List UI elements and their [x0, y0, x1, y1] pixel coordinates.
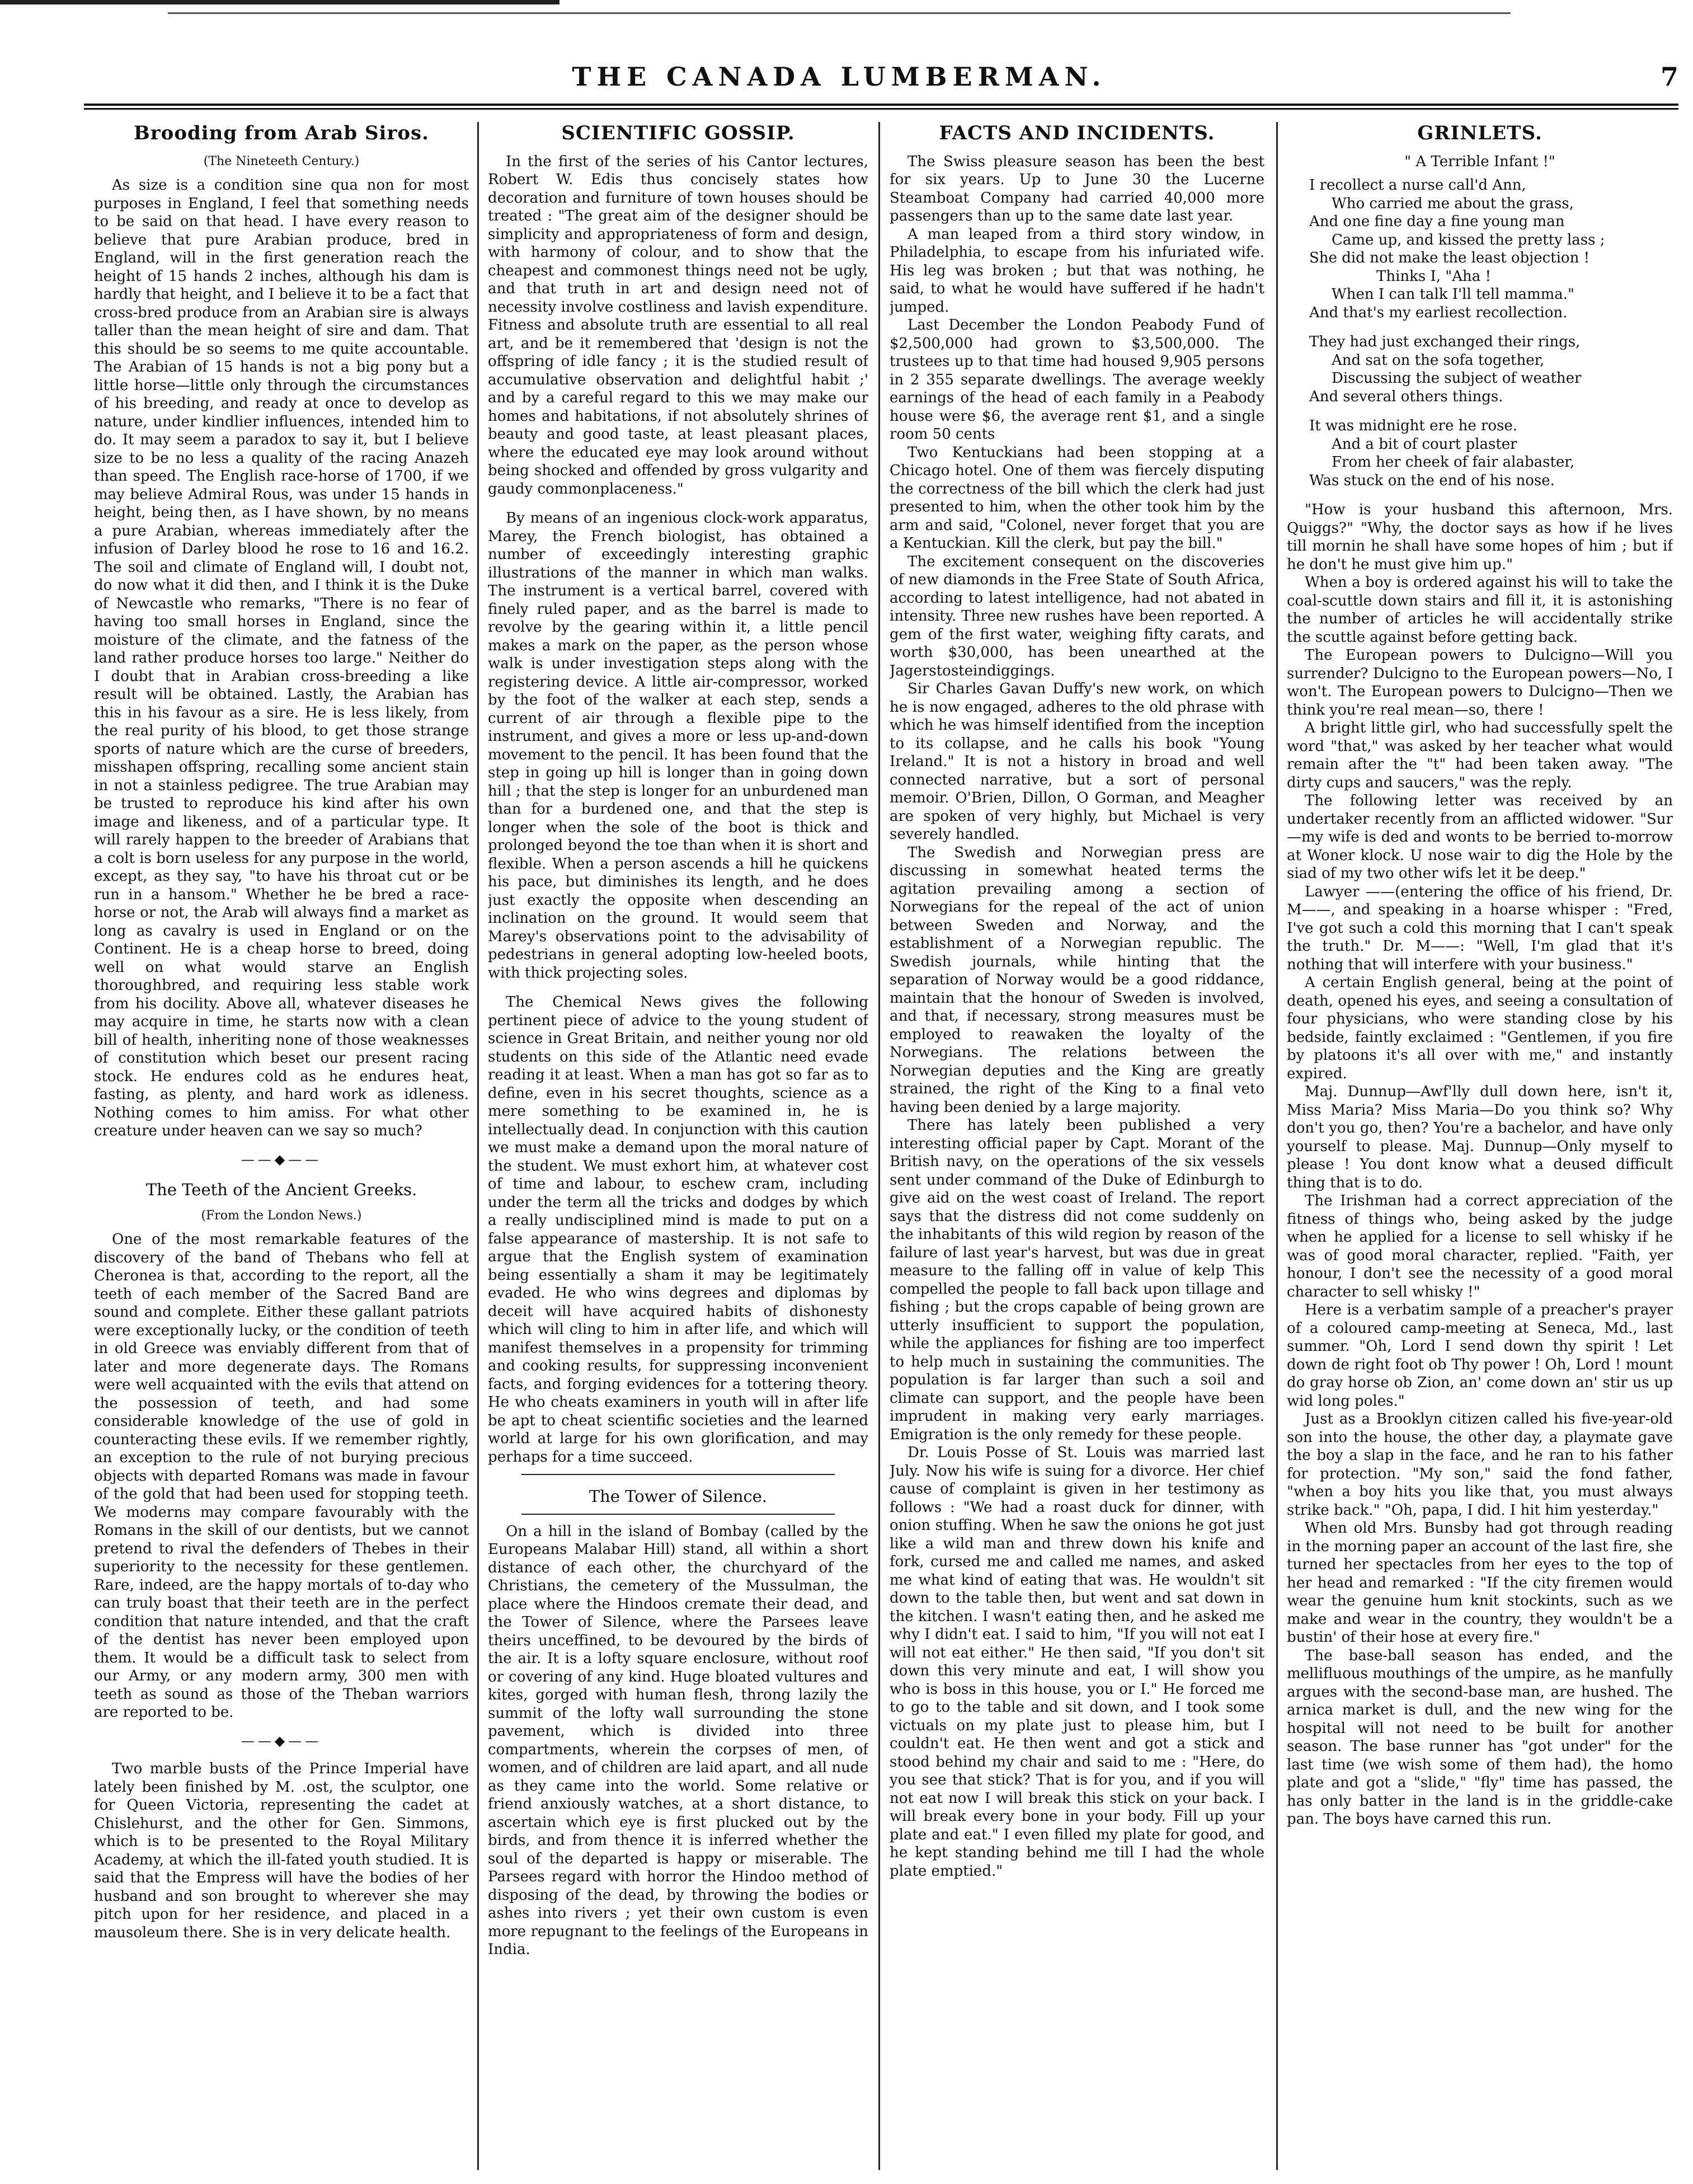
article-paragraph: Just as a Brooklyn citizen called his five-year-old son into the house, the other day, a playmate gave the boy a slap in the face, and he ran to his father for protection. "My son," said the fond father, "when a boy hits you like that, you must always strike back." "Oh, papa, I did. I hit him yesterday." — [1287, 1411, 1673, 1519]
article-paragraph: A certain English general, being at the point of death, opened his eyes, and seeing a consultation of four physicians, who were standing close by his bedside, faintly exclaimed : "Gentlemen, if you fire by platoons it's all over with me," and instantly expired. — [1287, 974, 1673, 1082]
masthead — [84, 62, 1678, 95]
poem-line: From her cheek of fair alabaster, — [1332, 454, 1575, 471]
article-heading: The Teeth of the Ancient Greeks. — [145, 1180, 417, 1199]
article-paragraph: The Swedish and Norwegian press are discussing in somewhat heated terms the agitation prevailing among a section of Norwegians for the repeal of the act of union between Sweden and Norway, and the establishment of a Norwegian republic. The Swedish journals, while hinting that the separation of Norway would be a good riddance, maintain that the honour of Sweden is involved, and that, if necessary, strong measures must be employed to reawaken the loyalty of the Norwegians. The relations between the Norwegian deputies and the King are greatly strained, the right of the King to a final veto having been denied by a large majority. — [890, 844, 1264, 1116]
section-ornament: ——◆—— — [241, 1151, 322, 1167]
poem-line: Came up, and kissed the pretty lass ; — [1332, 231, 1605, 248]
article-paragraph: A bright little girl, who had successfully spelt the word "that," was asked by her teacher what would remain after the "t" had been taken away. "The dirty cups and saucers," was the reply. — [1287, 720, 1673, 791]
poem-line: Thinks I, "Aha ! — [1376, 267, 1492, 285]
column-divider — [878, 122, 880, 2170]
article-paragraph: By means of an ingenious clock-work apparatus, Marey, the French biologist, has obtained a number of exceedingly interesting graphic illustrations of the manner in which man walks. The instrument is a vertical barrel, covered with finely ruled paper, and as the barrel is made to revolve by the gearing within it, a little pencil makes a mark on the paper, as the person whose walk is under investigation steps along with the registering device. A little air-compressor, worked by the foot of the walker at each step, sends a current of air through a flexible pipe to the instrument, and gives a more or less up-and-down movement to the pencil. It has been found that the step in going up hill is longer than in going down hill ; that the step is longer for an unburdened man than for a burdened one, and that the step is longer when the sole of the boot is thick and prolonged beyond the toe than when it is short and flexible. When a person ascends a hill he quickens his pace, but diminishes its length, and he does just exactly the opposite when descending an inclination on the ground. It would seem that Marey's observations point to the advisability of pedestrians in general adopting low-heeled boots, with thick projecting soles. — [488, 510, 868, 981]
article-paragraph: The Swiss pleasure season has been the best for six years. Up to June 30 the Lucerne Steamboat Company had carried 40,000 more passengers than up to the same date last year. — [890, 153, 1264, 224]
section-rule — [521, 1474, 835, 1475]
article-heading: GRINLETS. — [1417, 124, 1542, 144]
poem-stanza — [1309, 333, 1673, 406]
article-heading: SCIENTIFIC GOSSIP. — [561, 124, 795, 144]
section-rule — [521, 1514, 835, 1515]
article-paragraph: The excitement consequent on the discoveries of new diamonds in the Free State of South Africa, according to latest intelligence, had not abated in intensity. Three new rushes have been reported. A gem of the first water, weighing fifty carats, and worth $30,000, has been unearthed at the Jagerstosteindiggings. — [890, 553, 1264, 679]
poem-stanza — [1309, 176, 1673, 322]
column-3 — [890, 124, 1264, 2167]
masthead-rule-bottom — [84, 108, 1678, 110]
article-paragraph: The European powers to Dulcigno—Will you surrender? Dulcigno to the European powers—No, I won't. The European powers to Dulcigno—Then we think you're real mean—so, there ! — [1287, 647, 1673, 718]
article-paragraph: The Chemical News gives the following pertinent piece of advice to the young student of science in Great Britain, and neither young nor old students on this side of the Atlantic need evade reading it at least. When a man has got so far as to define, even in his secret thoughts, science as a mere something to be examined in, he is intellectually dead. In conjunction with this caution we must make a demand upon the moral nature of the student. We must exhort him, at whatever cost of time and labour, to eschew cram, including under the term all the tricks and dodges by which a really undisciplined mind is made to put on a false appearance of mastership. It is not safe to argue that the English system of examination being essentially a sham it may be legitimately evaded. He who wins degrees and diplomas by deceit will have acquired habits of dishonesty which will cling to him in after life, and which will manifest themselves in a propensity for trimming and cooking results, for suppressing inconvenient facts, and forging evidences for a tottering theory. He who cheats examiners in youth will in after life be apt to cheat scientific societies and the learned world at large for his own glorification, and may perhaps for a time succeed. — [488, 994, 868, 1466]
poem-line: When I can talk I'll tell mamma." — [1332, 286, 1574, 303]
poem-line: She did not make the least objection ! — [1309, 250, 1590, 266]
section-ornament: ——◆—— — [241, 1732, 322, 1749]
page-number: 7 — [1660, 62, 1678, 92]
article-paragraph: The Irishman had a correct appreciation of the fitness of things who, being asked by the judge when he applied for a license to sell whisky if he was of good moral character, replied. "Faith, yer honour, I don't see the necessity of a good moral character to sell whisky !" — [1287, 1192, 1673, 1300]
newspaper-title: THE CANADA LUMBERMAN. — [572, 62, 1107, 92]
article-paragraph: When a boy is ordered against his will to take the coal-scuttle down stairs and fill it, it is astonishing the number of articles he will accidentally strike the scuttle against before getting back. — [1287, 574, 1673, 646]
article-paragraph: One of the most remarkable features of the discovery of the band of Thebans who fell at Cheronea is that, according to the report, all the teeth of each member of the Sacred Band are sound and complete. Either these gallant patriots were exceptionally lucky, or the condition of teeth in old Greece was enviably different from that of later and more degenerate days. The Romans were well acquainted with the evils that attend on the possession of teeth, and had some considerable knowledge of the use of gold in counteracting these evils. If we remember rightly, an exception to the rule of not burying precious objects with departed Romans was made in favour of the gold that had been used for stopping teeth. We moderns may compare favourably with the Romans in the skill of our dentists, but we cannot pretend to rival the defenders of Thebes in their superiority to the necessity for these gentlemen. Rare, indeed, are the happy mortals of to-day who can truly boast that their teeth are in the perfect condition that nature intended, and that the craft of the dentist has never been employed upon them. It would be a difficult task to select from our Army, or any modern army, 300 men with teeth as sound as those of the Theban warriors are reported to be. — [94, 1231, 469, 1721]
article-paragraph: The following letter was received by an undertaker recently from an afflicted widower. "Sur—my wife is ded and wonts to be berried to-morrow at Woner klock. U nose wair to dig the Hole by the siad of my two other wifs let it be deep." — [1287, 792, 1673, 882]
poem-line: And sat on the sofa together, — [1332, 351, 1545, 369]
poem-line: Discussing the subject of weather — [1332, 370, 1582, 387]
article-source: (The Nineteeth Century.) — [203, 154, 360, 168]
poem-line: It was midnight ere he rose. — [1309, 417, 1518, 434]
article-heading: The Tower of Silence. — [589, 1487, 768, 1506]
column-2 — [488, 124, 868, 2167]
article-paragraph: As size is a condition sine qua non for most purposes in England, I feel that something needs to be said on that head. I have every reason to believe that pure Arabian produce, bred in England, will in the first generation reach the height of 15 hands 2 inches, although his dam is hardly that height, and I believe it to be a fact that cross-bred produce from an Arabian sire is always taller than the mean height of sire and dam. That this should be so seems to me quite accountable. The Arabian of 15 hands is not a big pony but a little horse—little only through the circumstances of his breeding, and ready at once to develop as nature, under kindlier influences, intended him to do. It may seem a paradox to say it, but I believe size to be no less a quality of the racing Anazeh than speed. The English race-horse of 1700, if we may believe Admiral Rous, was under 15 hands in height, being then, as I have shown, by no means a pure Arabian, whereas immediately after the infusion of Darley blood he rose to 16 and 16.2. The soil and climate of England will, I doubt not, do now what it did then, and I think it is the Duke of Newcastle who remarks, "There is no fear of having too small horses in England, since the moisture of the climate, and the fatness of the land rather produce horses too large." Neither do I doubt that in Arabian cross-breeding a like result will be obtained. Lastly, the Arabian has this in his favour as a sire. He is less likely, from the real purity of his blood, to get those strange sports of nature which are the curse of breeders, misshapen offspring, recalling some ancient stain in not a stainless pedigree. The true Arabian may be trusted to reproduce his kind after his own image and likeness, and of a particular type. It will rarely happen to the breeder of Arabians that a colt is born useless for any purpose in the world, except, as they say, "to have his throat cut or be run in a hansom." Whether he be bred a race-horse or not, the Arab will always find a market as long as cavalry is used in England or on the Continent. He is a cheap horse to breed, doing well on what would starve an English thoroughbred, and requiring less stable work from his docility. Above all, whatever diseases he may acquire in time, he starts now with a clean bill of health, inheriting none of those weaknesses of constitution which beset our present racing stock. He endures cold as he endures heat, fasting, as plenty, and hard work as idleness. Nothing comes to him amiss. For what other creature under heaven can we say so much? — [94, 177, 469, 1139]
article-paragraph: Sir Charles Gavan Duffy's new work, on which he is now engaged, adheres to the old phrase with which he was himself identified from the inception to its collapse, and he calls his book "Young Ireland." It is not a history in broad and well connected narrative, but a sort of personal memoir. O'Brien, Dillon, O Gorman, and Meagher are spoken of very highly, but Michael is very severely handled. — [890, 680, 1264, 843]
poem-line: Was stuck on the end of his nose. — [1309, 472, 1555, 489]
poem-line: They had just exchanged their rings, — [1309, 334, 1581, 350]
poem-line: And that's my earliest recollection. — [1309, 304, 1568, 321]
article-heading: Brooding from Arab Siros. — [133, 124, 430, 144]
article-paragraph: Maj. Dunnup—Awf'lly dull down here, isn't it, Miss Maria? Miss Maria—Do you think so? Why don't you go, then? You're a bachelor, and have only yourself to please. Maj. Dunnup—Only myself to please ! You dont know what a deused difficult thing that is to do. — [1287, 1083, 1673, 1191]
top-rule — [0, 0, 559, 4]
article-paragraph: Dr. Louis Posse of St. Louis was married last July. Now his wife is suing for a divorce. Her chief cause of complaint is given in her testimony as follows : "We had a roast duck for dinner, with onion stuffing. When he saw the onions he got just like a wild man and threw down his knife and fork, cursed me and called me names, and asked me what kind of eating that was. He wouldn't sit down to the table then, but went and sat down in the kitchen. I wasn't eating then, and he asked me why I didn't eat. I said to him, "If you will not eat I will not eat either." He then said, "If you don't sit down this very minute and eat, I will show you who is boss in this house, you or I." He forced me to go to the table and sit down, and I took some victuals on my plate just to please him, but I couldn't eat. He then went and got a stick and stood behind my chair and said to me : "Here, do you see that stick? That is for you, and if you will not eat now I will break this stick on your back. I will break every bone in your body. Fill up your plate and eat." I even filled my plate for good, and he kept standing behind me till I had the whole plate emptied." — [890, 1444, 1264, 1880]
poem-line: Who carried me about the grass, — [1332, 195, 1574, 212]
poem-line: And several others things. — [1309, 388, 1503, 405]
article-paragraph: Here is a verbatim sample of a preacher's prayer of a coloured camp-meeting at Seneca, Md., last summer. "Oh, Lord I send down thy spirit ! Let down de right foot ob Thy power ! Oh, Lord ! mount do gray horse ob Zion, an' come down an' stir us up wid long poles." — [1287, 1302, 1673, 1410]
article-paragraph: Two marble busts of the Prince Imperial have lately been finished by M. .ost, the sculptor, one for Queen Victoria, representing the cadet at Chislehurst, and the other for Gen. Simmons, which is to be presented to the Royal Military Academy, at which the ill-fated youth studied. It is said that the Empress will have the bodies of her husband and son brought to wherever she may pitch upon for her residence, and placed in a mausoleum there. She is in very delicate health. — [94, 1760, 469, 1941]
column-divider — [477, 122, 479, 2170]
article-paragraph: "How is your husband this afternoon, Mrs. Quiggs?" "Why, the doctor says as how if he lives till mornin he shall have some hopes of him ; but if he don't he must give him up." — [1287, 501, 1673, 573]
poem-line: And a bit of court plaster — [1332, 435, 1517, 453]
article-source: (From the London News.) — [201, 1208, 362, 1223]
column-divider — [1276, 122, 1278, 2170]
article-paragraph: The base-ball season has ended, and the mellifluous mouthings of the umpire, as he manfully argues with the second-base man, are hushed. The arnica market is dull, and the new wing for the hospital will not need to be built for another season. The base runner has "got under" for the last time (we wish some of them had), the homo plate and got a "slide," "fly" time has passed, the has only batter in the land is in the griddle-cake pan. The boys have carned this run. — [1287, 1647, 1673, 1828]
article-paragraph: Two Kentuckians had been stopping at a Chicago hotel. One of them was fiercely disputing the correctness of the bill which the clerk had just presented to him, when the other took him by the arm and said, "Colonel, never forget that you are a Kentuckian. Kill the clerk, but pay the bill." — [890, 444, 1264, 552]
article-paragraph: In the first of the series of his Cantor lectures, Robert W. Edis thus concisely states how decoration and furniture of town houses should be treated : "The great aim of the designer should be simplicity and appropriateness of form and design, with harmony of colour, and to show that the cheapest and commonest things need not be ugly, and that truth in art and design need not of necessity involve costliness and lavish expenditure. Fitness and absolute truth are essential to all real art, and be it remembered that 'design is not the offspring of idle fancy ; it is the studied result of accumulative observation and delightful habit ;' and by a careful regard to this we may make our homes and habitations, if not absolutely shrines of beauty and good taste, at least pleasant places, where the educated eye may look around without being shocked and offended by gross vulgarity and gaudy commonplaceness." — [488, 153, 868, 497]
article-subheading: " A Terrible Infant !" — [1404, 153, 1555, 170]
article-paragraph: There has lately been published a very interesting official paper by Capt. Morant of the British navy, on the operations of the six vessels sent under command of the Duke of Edinburgh to give aid on the west coast of Ireland. The report says that the distress did not come suddenly on the inhabitants of this wild region by reason of the failure of last year's harvest, but was due in great measure to the falling off in value of kelp This compelled the people to fall back upon tillage and fishing ; but the crops capable of being grown are utterly insufficient to support the population, while the appliances for fishing are too imperfect to help much in sustaining the communities. The population is far larger than such a soil and climate can support, and the people have been imprudent in making very early marriages. Emigration is the only remedy for these people. — [890, 1117, 1264, 1443]
article-paragraph: A man leaped from a third story window, in Philadelphia, to escape from his infuriated wife. His leg was broken ; but that was nothing, he said, to what he would have suffered if he hadn't jumped. — [890, 226, 1264, 316]
poem-line: And one fine day a fine young man — [1309, 213, 1565, 230]
poem-line: I recollect a nurse call'd Ann, — [1309, 177, 1526, 194]
column-4 — [1287, 124, 1673, 2167]
article-paragraph: Last December the London Peabody Fund of $2,500,000 had grown to $3,500,000. The trustees up to that time had housed 9,905 persons in 2 355 separate dwellings. The average weekly earnings of the head of each family in a Peabody house were $6, the average rent $1, and a single room 50 cents — [890, 317, 1264, 443]
article-paragraph: Lawyer ——(entering the office of his friend, Dr. M——, and speaking in a hoarse whisper : "Fred, I've got such a cold this morning that I can't speak the truth." Dr. M——: "Well, I'm glad that it's nothing that will interfere with your business." — [1287, 883, 1673, 973]
article-heading: FACTS AND INCIDENTS. — [939, 124, 1215, 144]
poem-stanza — [1309, 417, 1673, 490]
column-1 — [94, 124, 469, 2167]
article-paragraph: On a hill in the island of Bombay (called by the Europeans Malabar Hill) stand, all within a short distance of each other, the churchyard of the Christians, the cemetery of the Mussulman, the place where the Hindoos cremate their dead, and the Tower of Silence, where the Parsees leave theirs unceffined, to be devoured by the birds of the air. It is a lofty square enclosure, without roof or covering of any kind. Huge bloated vultures and kites, gorged with human flesh, throng lazily the summit of the lofty wall surrounding the stone pavement, which is divided into three compartments, wherein the corpses of men, of women, and of children are laid apart, and all nude as they came into the world. Some relative or friend anxiously watches, at a short distance, to ascertain which eye is first plucked out by the birds, and from thence it is inferred whether the soul of the departed is happy or miserable. The Parsees regard with horror the Hindoo method of disposing of the dead, by throwing the bodies or ashes into rivers ; yet their own custom is even more repugnant to the feelings of the Europeans in India. — [488, 1523, 868, 1958]
masthead-rule-top — [84, 104, 1678, 106]
article-paragraph: When old Mrs. Bunsby had got through reading in the morning paper an account of the last fire, she turned her spectacles from her eyes to the top of her head and remarked : "If the city firemen would wear the genuine hum knit stockints, such as we make and wear in the country, they wouldn't be a bustin' of their hose at every fire." — [1287, 1520, 1673, 1646]
top-thin-rule — [168, 12, 1511, 14]
